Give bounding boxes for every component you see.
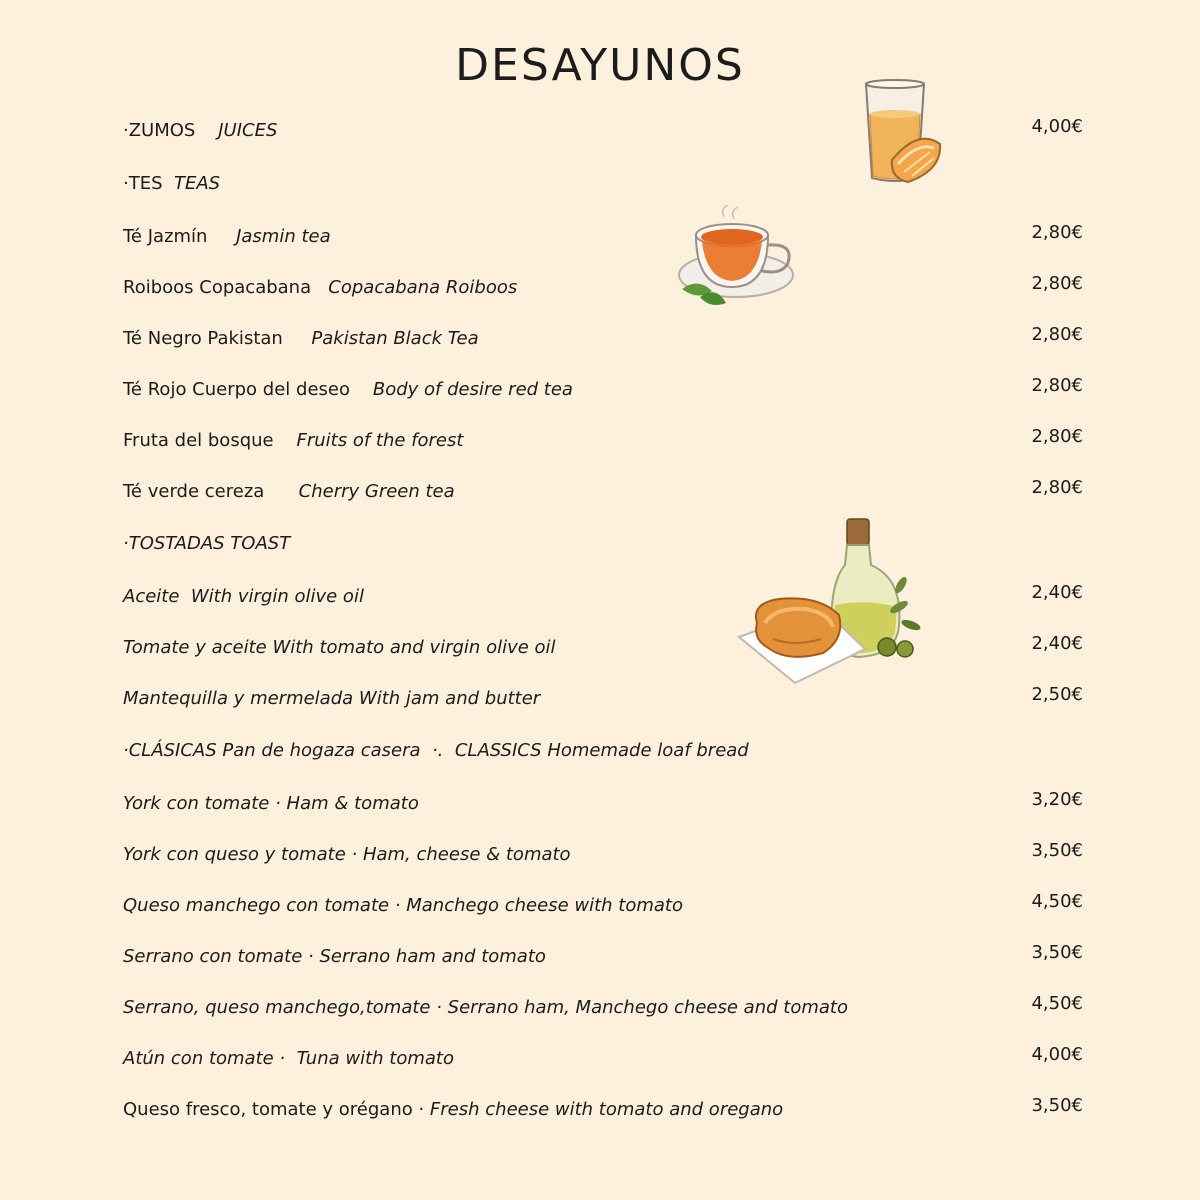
classics-label: ·CLÁSICAS Pan de hogaza casera ·. CLASSICS Homemade loaf bread <box>123 740 749 761</box>
tea-item <box>123 477 1083 507</box>
toast-olive-oil-icon <box>735 515 930 685</box>
tea-item <box>123 222 1083 252</box>
tea-name-en: Copacabana Roiboos <box>328 277 518 298</box>
section-toast <box>123 529 1083 559</box>
classic-name-es: Queso fresco, tomate y orégano · <box>123 1099 425 1120</box>
classic-item <box>123 993 1083 1023</box>
classic-name: Atún con tomate · Tuna with tomato <box>123 1048 454 1069</box>
tea-item <box>123 324 1083 354</box>
toast-item <box>123 684 1083 714</box>
tea-item <box>123 273 1083 303</box>
tea-name-es: Té verde cereza <box>123 481 265 502</box>
tea-name-en: Pakistan Black Tea <box>311 328 479 349</box>
classic-name: York con tomate · Ham & tomato <box>123 793 419 814</box>
tea-name-en: Body of desire red tea <box>372 379 573 400</box>
classic-price: 3,50€ <box>1031 840 1083 861</box>
classic-name-en: Fresh cheese with tomato and oregano <box>429 1099 784 1120</box>
juices-label-es: ·ZUMOS <box>123 120 196 141</box>
toast-item <box>123 582 1083 612</box>
tea-name-es: Té Jazmín <box>123 226 208 247</box>
tea-price: 2,80€ <box>1031 324 1083 345</box>
toast-name-en: With virgin olive oil <box>190 586 364 607</box>
classic-price: 4,00€ <box>1031 1044 1083 1065</box>
classic-price: 3,50€ <box>1031 1095 1083 1116</box>
classic-item <box>123 789 1083 819</box>
tea-name-es: Té Negro Pakistan <box>123 328 283 349</box>
section-classics <box>123 736 1083 766</box>
tea-name-es: Té Rojo Cuerpo del deseo <box>123 379 350 400</box>
toast-name-en: With jam and butter <box>358 688 541 709</box>
classic-name: Serrano con tomate · Serrano ham and tomato <box>123 946 546 967</box>
tea-price: 2,80€ <box>1031 222 1083 243</box>
juices-price: 4,00€ <box>1031 116 1083 137</box>
tea-item <box>123 426 1083 456</box>
tea-price: 2,80€ <box>1031 375 1083 396</box>
classic-price: 3,50€ <box>1031 942 1083 963</box>
toast-label: ·TOSTADAS TOAST <box>123 533 291 554</box>
toast-price: 2,40€ <box>1031 633 1083 654</box>
classic-item <box>123 942 1083 972</box>
toast-price: 2,40€ <box>1031 582 1083 603</box>
toast-name-es: Tomate y aceite <box>123 637 267 658</box>
toast-name-es: Aceite <box>123 586 180 607</box>
classic-price: 3,20€ <box>1031 789 1083 810</box>
menu-title: DESAYUNOS <box>455 40 745 91</box>
toast-name-en: With tomato and virgin olive oil <box>272 637 556 658</box>
classic-price: 4,50€ <box>1031 993 1083 1014</box>
toast-name-es: Mantequilla y mermelada <box>123 688 354 709</box>
toast-item <box>123 633 1083 663</box>
classic-item <box>123 891 1083 921</box>
tea-price: 2,80€ <box>1031 477 1083 498</box>
classic-item <box>123 840 1083 870</box>
teacup-saucer-icon <box>676 205 801 310</box>
classic-price: 4,50€ <box>1031 891 1083 912</box>
tea-name-en: Jasmin tea <box>236 226 331 247</box>
juice-glass-orange-icon <box>860 78 945 188</box>
tea-name-es: Roiboos Copacabana <box>123 277 312 298</box>
classic-name: York con queso y tomate · Ham, cheese & tomato <box>123 844 571 865</box>
tea-price: 2,80€ <box>1031 273 1083 294</box>
tea-price: 2,80€ <box>1031 426 1083 447</box>
juices-label-en: JUICES <box>218 120 278 141</box>
tea-name-es: Fruta del bosque <box>123 430 274 451</box>
tea-name-en: Cherry Green tea <box>298 481 455 502</box>
teas-label-es: ·TES <box>123 173 163 194</box>
tea-name-en: Fruits of the forest <box>296 430 464 451</box>
classic-item <box>123 1095 1083 1125</box>
toast-price: 2,50€ <box>1031 684 1083 705</box>
classic-name: Queso manchego con tomate · Manchego cheese with tomato <box>123 895 683 916</box>
classic-item <box>123 1044 1083 1074</box>
teas-label-en: TEAS <box>173 173 221 194</box>
tea-item <box>123 375 1083 405</box>
classic-name: Serrano, queso manchego,tomate · Serrano ham, Manchego cheese and tomato <box>123 997 848 1018</box>
